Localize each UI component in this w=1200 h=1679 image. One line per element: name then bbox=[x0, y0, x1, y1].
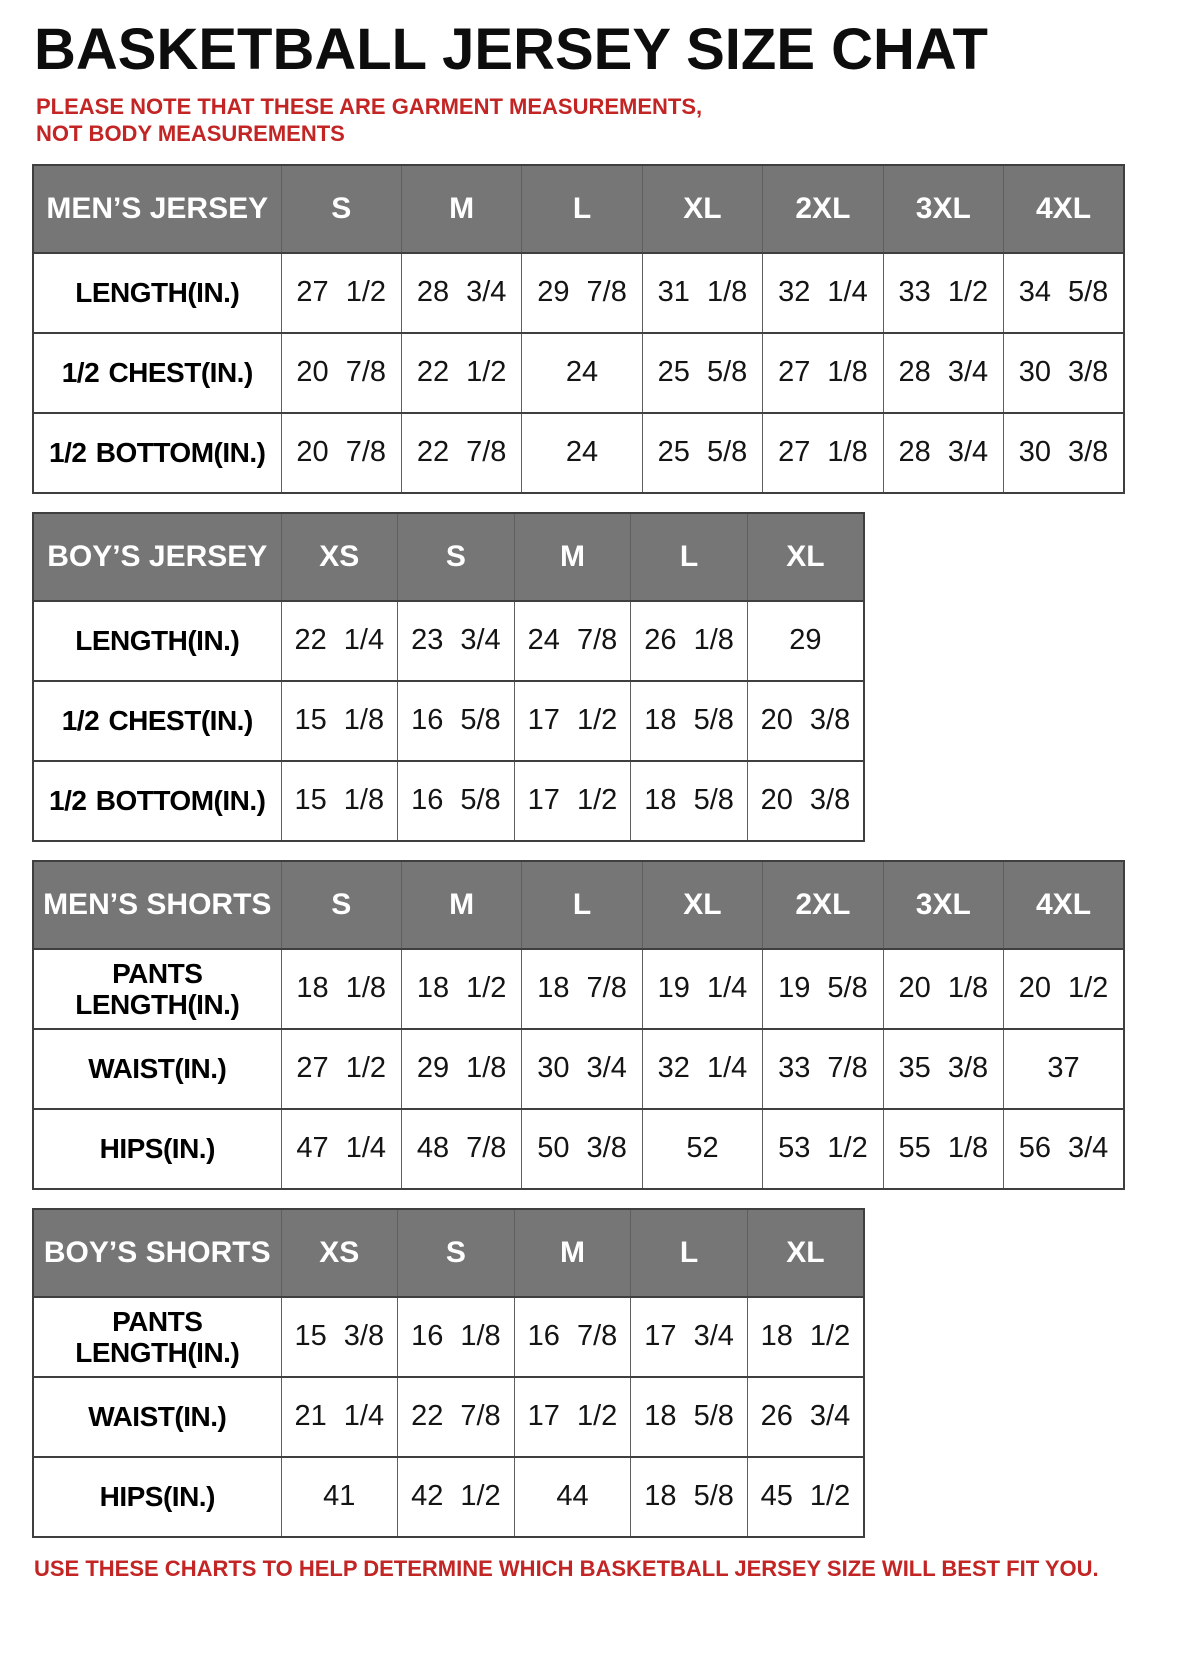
measurement-label: 1/2 BOTTOM(IN.) bbox=[33, 413, 281, 493]
measurement-value-cell: 47 1/4 bbox=[281, 1109, 401, 1189]
measurement-label: 1/2 CHEST(IN.) bbox=[33, 681, 281, 761]
measurement-label: LENGTH(IN.) bbox=[33, 253, 281, 333]
size-column-header: 2XL bbox=[763, 165, 883, 253]
measurement-row bbox=[33, 1029, 1124, 1109]
size-column-header: XL bbox=[747, 513, 864, 601]
measurement-value-cell: 26 1/8 bbox=[631, 601, 748, 681]
measurement-value-cell: 20 7/8 bbox=[281, 333, 401, 413]
table-title-cell: MEN’S SHORTS bbox=[33, 861, 281, 949]
size-header-row bbox=[33, 513, 864, 601]
measurement-label: WAIST(IN.) bbox=[33, 1377, 281, 1457]
measurement-value-cell: 31 1/8 bbox=[642, 253, 762, 333]
size-column-header: XL bbox=[747, 1209, 864, 1297]
measurement-value-cell: 35 3/8 bbox=[883, 1029, 1003, 1109]
measurement-label: PANTS LENGTH(IN.) bbox=[33, 949, 281, 1029]
table-title-cell: BOY’S SHORTS bbox=[33, 1209, 281, 1297]
measurement-value-cell: 25 5/8 bbox=[642, 413, 762, 493]
measurement-value-cell: 22 7/8 bbox=[401, 413, 521, 493]
measurement-value-cell: 16 7/8 bbox=[514, 1297, 631, 1377]
measurement-value-cell: 28 3/4 bbox=[883, 333, 1003, 413]
measurement-value-cell: 44 bbox=[514, 1457, 631, 1537]
size-column-header: 3XL bbox=[883, 165, 1003, 253]
measurement-value-cell: 22 1/2 bbox=[401, 333, 521, 413]
table-title-cell: MEN’S JERSEY bbox=[33, 165, 281, 253]
measurement-value-cell: 27 1/8 bbox=[763, 333, 883, 413]
measurement-value-cell: 27 1/8 bbox=[763, 413, 883, 493]
measurement-row bbox=[33, 413, 1124, 493]
size-column-header: S bbox=[281, 165, 401, 253]
measurement-value-cell: 24 7/8 bbox=[514, 601, 631, 681]
measurement-value-cell: 23 3/4 bbox=[398, 601, 515, 681]
size-column-header: S bbox=[281, 861, 401, 949]
measurement-label: LENGTH(IN.) bbox=[33, 601, 281, 681]
measurement-value-cell: 29 7/8 bbox=[522, 253, 642, 333]
measurement-value-cell: 30 3/4 bbox=[522, 1029, 642, 1109]
measurement-value-cell: 27 1/2 bbox=[281, 1029, 401, 1109]
measurement-value-cell: 33 7/8 bbox=[763, 1029, 883, 1109]
measurement-value-cell: 42 1/2 bbox=[398, 1457, 515, 1537]
measurement-value-cell: 33 1/2 bbox=[883, 253, 1003, 333]
size-column-header: 2XL bbox=[763, 861, 883, 949]
measurement-value-cell: 18 1/2 bbox=[401, 949, 521, 1029]
measurement-value-cell: 19 1/4 bbox=[642, 949, 762, 1029]
measurement-label: HIPS(IN.) bbox=[33, 1109, 281, 1189]
size-column-header: M bbox=[514, 1209, 631, 1297]
size-column-header: M bbox=[401, 165, 521, 253]
measurement-value-cell: 18 5/8 bbox=[631, 1457, 748, 1537]
measurement-value-cell: 29 bbox=[747, 601, 864, 681]
size-column-header: 4XL bbox=[1004, 861, 1124, 949]
measurement-value-cell: 20 7/8 bbox=[281, 413, 401, 493]
fit-advice-footer: USE THESE CHARTS TO HELP DETERMINE WHICH BASKETBALL JERSEY SIZE WILL BEST FIT YOU. bbox=[34, 1555, 1099, 1581]
measurement-row bbox=[33, 333, 1124, 413]
size-column-header: M bbox=[514, 513, 631, 601]
measurement-value-cell: 17 3/4 bbox=[631, 1297, 748, 1377]
measurement-value-cell: 22 7/8 bbox=[398, 1377, 515, 1457]
measurement-value-cell: 20 1/2 bbox=[1004, 949, 1124, 1029]
size-column-header: XL bbox=[642, 861, 762, 949]
measurement-label: WAIST(IN.) bbox=[33, 1029, 281, 1109]
measurement-value-cell: 52 bbox=[642, 1109, 762, 1189]
page-title: BASKETBALL JERSEY SIZE CHAT bbox=[34, 17, 988, 82]
measurement-value-cell: 28 3/4 bbox=[883, 413, 1003, 493]
size-column-header: M bbox=[401, 861, 521, 949]
measurement-value-cell: 20 3/8 bbox=[747, 761, 864, 841]
measurement-row bbox=[33, 761, 864, 841]
measurement-value-cell: 18 5/8 bbox=[631, 681, 748, 761]
mens-jersey-size-table bbox=[32, 164, 1125, 494]
measurement-value-cell: 32 1/4 bbox=[642, 1029, 762, 1109]
size-column-header: S bbox=[398, 513, 515, 601]
measurement-row bbox=[33, 1109, 1124, 1189]
measurement-value-cell: 20 3/8 bbox=[747, 681, 864, 761]
measurement-value-cell: 50 3/8 bbox=[522, 1109, 642, 1189]
measurement-label: 1/2 BOTTOM(IN.) bbox=[33, 761, 281, 841]
measurement-value-cell: 34 5/8 bbox=[1004, 253, 1124, 333]
measurement-value-cell: 20 1/8 bbox=[883, 949, 1003, 1029]
garment-measurement-note: PLEASE NOTE THAT THESE ARE GARMENT MEASUREMENTS, NOT BODY MEASUREMENTS bbox=[36, 93, 703, 147]
size-header-row bbox=[33, 165, 1124, 253]
measurement-value-cell: 15 3/8 bbox=[281, 1297, 398, 1377]
measurement-value-cell: 15 1/8 bbox=[281, 681, 398, 761]
measurement-value-cell: 16 5/8 bbox=[398, 681, 515, 761]
measurement-value-cell: 53 1/2 bbox=[763, 1109, 883, 1189]
size-column-header: 3XL bbox=[883, 861, 1003, 949]
measurement-value-cell: 22 1/4 bbox=[281, 601, 398, 681]
measurement-value-cell: 18 5/8 bbox=[631, 761, 748, 841]
measurement-value-cell: 25 5/8 bbox=[642, 333, 762, 413]
measurement-value-cell: 37 bbox=[1004, 1029, 1124, 1109]
measurement-row bbox=[33, 1297, 864, 1377]
measurement-value-cell: 45 1/2 bbox=[747, 1457, 864, 1537]
boys-jersey-size-table bbox=[32, 512, 865, 842]
measurement-value-cell: 16 1/8 bbox=[398, 1297, 515, 1377]
measurement-value-cell: 18 1/8 bbox=[281, 949, 401, 1029]
measurement-value-cell: 27 1/2 bbox=[281, 253, 401, 333]
measurement-row bbox=[33, 1457, 864, 1537]
measurement-value-cell: 21 1/4 bbox=[281, 1377, 398, 1457]
boys-shorts-size-table bbox=[32, 1208, 865, 1538]
measurement-value-cell: 56 3/4 bbox=[1004, 1109, 1124, 1189]
measurement-value-cell: 29 1/8 bbox=[401, 1029, 521, 1109]
measurement-value-cell: 48 7/8 bbox=[401, 1109, 521, 1189]
measurement-value-cell: 17 1/2 bbox=[514, 681, 631, 761]
measurement-value-cell: 17 1/2 bbox=[514, 761, 631, 841]
measurement-value-cell: 19 5/8 bbox=[763, 949, 883, 1029]
size-column-header: 4XL bbox=[1004, 165, 1124, 253]
measurement-value-cell: 24 bbox=[522, 333, 642, 413]
mens-shorts-size-table bbox=[32, 860, 1125, 1190]
measurement-value-cell: 18 1/2 bbox=[747, 1297, 864, 1377]
measurement-value-cell: 26 3/4 bbox=[747, 1377, 864, 1457]
size-column-header: XL bbox=[642, 165, 762, 253]
measurement-label: 1/2 CHEST(IN.) bbox=[33, 333, 281, 413]
size-column-header: S bbox=[398, 1209, 515, 1297]
size-column-header: XS bbox=[281, 513, 398, 601]
measurement-value-cell: 18 5/8 bbox=[631, 1377, 748, 1457]
measurement-value-cell: 28 3/4 bbox=[401, 253, 521, 333]
measurement-value-cell: 30 3/8 bbox=[1004, 333, 1124, 413]
measurement-label: PANTS LENGTH(IN.) bbox=[33, 1297, 281, 1377]
measurement-row bbox=[33, 681, 864, 761]
size-column-header: L bbox=[631, 513, 748, 601]
size-header-row bbox=[33, 861, 1124, 949]
measurement-row bbox=[33, 949, 1124, 1029]
measurement-value-cell: 17 1/2 bbox=[514, 1377, 631, 1457]
size-column-header: L bbox=[522, 165, 642, 253]
measurement-row bbox=[33, 1377, 864, 1457]
size-header-row bbox=[33, 1209, 864, 1297]
size-column-header: XS bbox=[281, 1209, 398, 1297]
measurement-value-cell: 16 5/8 bbox=[398, 761, 515, 841]
size-column-header: L bbox=[631, 1209, 748, 1297]
measurement-row bbox=[33, 253, 1124, 333]
measurement-value-cell: 55 1/8 bbox=[883, 1109, 1003, 1189]
measurement-row bbox=[33, 601, 864, 681]
measurement-value-cell: 15 1/8 bbox=[281, 761, 398, 841]
measurement-value-cell: 24 bbox=[522, 413, 642, 493]
measurement-value-cell: 41 bbox=[281, 1457, 398, 1537]
size-column-header: L bbox=[522, 861, 642, 949]
measurement-value-cell: 30 3/8 bbox=[1004, 413, 1124, 493]
table-title-cell: BOY’S JERSEY bbox=[33, 513, 281, 601]
measurement-value-cell: 18 7/8 bbox=[522, 949, 642, 1029]
measurement-value-cell: 32 1/4 bbox=[763, 253, 883, 333]
measurement-label: HIPS(IN.) bbox=[33, 1457, 281, 1537]
